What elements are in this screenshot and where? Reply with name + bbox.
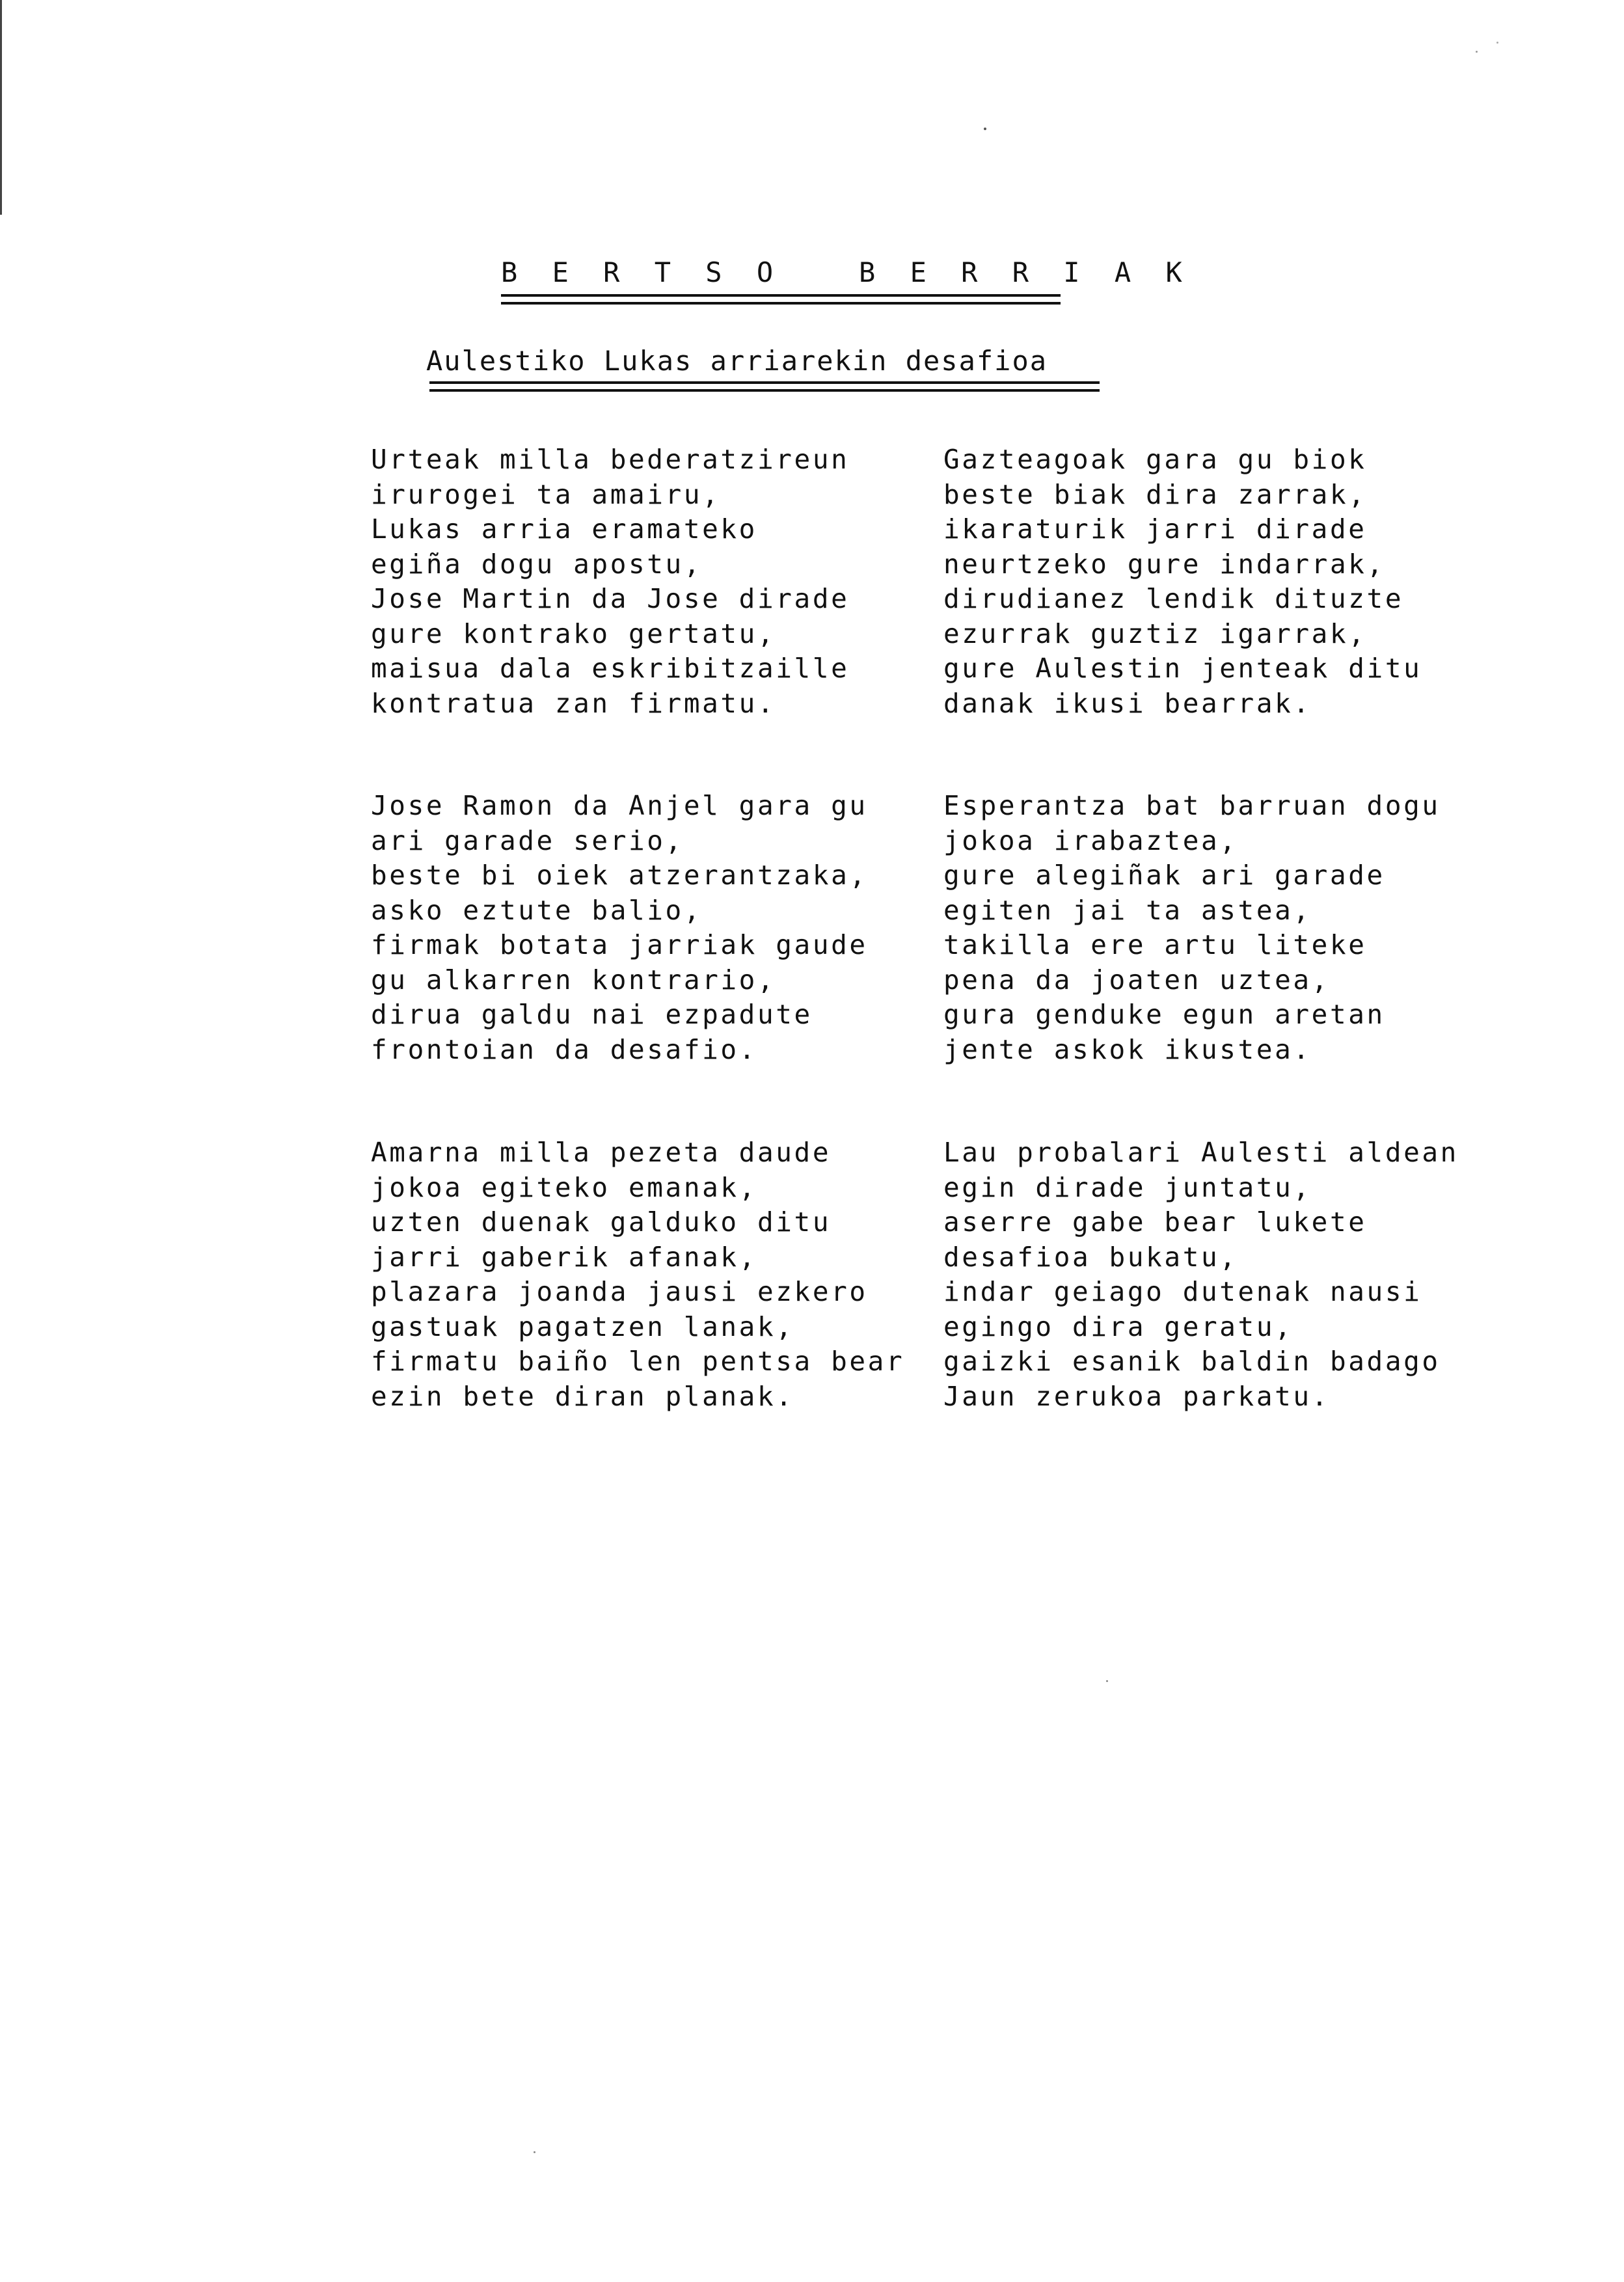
verse-line: pena da joaten uztea, (943, 964, 1330, 996)
verse-line: Lukas arria eramateko (371, 513, 757, 545)
verse-line: Gazteagoak gara gu biok (943, 444, 1367, 475)
scan-speck (1496, 42, 1498, 44)
verse-line: egiten jai ta astea, (943, 894, 1312, 926)
verse-line: jokoa irabaztea, (943, 824, 1238, 856)
scan-edge-line (0, 0, 2, 215)
stanza-4 (943, 789, 1516, 1067)
verse-line: firmak botata jarriak gaude (371, 929, 868, 960)
stanza-6 (943, 1135, 1516, 1414)
scan-speck (1476, 51, 1478, 53)
verse-line: asko eztute balio, (371, 894, 703, 926)
scan-speck (534, 2151, 535, 2153)
verse-line: jarri gaberik afanak, (371, 1241, 757, 1273)
scan-speck (1106, 1680, 1108, 1682)
verse-line: beste bi oiek atzerantzaka, (371, 860, 868, 891)
verse-line: gura genduke egun aretan (943, 999, 1385, 1030)
verse-line: gu alkarren kontrario, (371, 964, 776, 996)
verse-line: indar geiago dutenak nausi (943, 1276, 1422, 1307)
verse-line: egin dirade juntatu, (943, 1171, 1312, 1203)
page-title: B E R T S O B E R R I A K (501, 256, 1191, 288)
verse-line: Esperantza bat barruan dogu (943, 790, 1441, 821)
verse-line: Urteak milla bederatzireun (371, 444, 850, 475)
verse-line: maisua dala eskribitzaille (371, 653, 850, 684)
title-double-rule (501, 294, 1061, 305)
verse-line: jente askok ikustea. (943, 1033, 1312, 1065)
verse-line: ikaraturik jarri dirade (943, 513, 1367, 545)
verse-line: Lau probalari Aulesti aldean (943, 1137, 1459, 1168)
verse-line: ari garade serio, (371, 824, 684, 856)
verse-line: frontoian da desafio. (371, 1033, 757, 1065)
verse-line: Amarna milla pezeta daude (371, 1137, 832, 1168)
verse-line: dirua galdu nai ezpadute (371, 999, 813, 1030)
verse-line: gastuak pagatzen lanak, (371, 1311, 794, 1342)
verse-line: plazara joanda jausi ezkero (371, 1276, 868, 1307)
verse-line: ezin bete diran planak. (371, 1380, 794, 1412)
page-subtitle: Aulestiko Lukas arriarekin desafioa (426, 345, 1048, 377)
verse-line: Jose Ramon da Anjel gara gu (371, 790, 868, 821)
verse-line: dirudianez lendik dituzte (943, 583, 1404, 614)
stanza-5 (371, 1135, 943, 1414)
verse-line: takilla ere artu liteke (943, 929, 1367, 960)
scan-speck (984, 128, 986, 130)
verse-line: gaizki esanik baldin badago (943, 1346, 1441, 1377)
verse-line: beste biak dira zarrak, (943, 478, 1367, 510)
verse-line: ezurrak guztiz igarrak, (943, 618, 1367, 649)
verse-line: kontratua zan firmatu. (371, 687, 776, 719)
verse-line: Jose Martin da Jose dirade (371, 583, 850, 614)
verse-line: gure Aulestin jenteak ditu (943, 653, 1422, 684)
verse-line: desafioa bukatu, (943, 1241, 1238, 1273)
verse-line: gure alegiñak ari garade (943, 860, 1385, 891)
verse-line: danak ikusi bearrak. (943, 687, 1312, 719)
verse-line: firmatu baiño len pentsa bear (371, 1346, 905, 1377)
stanza-1 (371, 442, 943, 721)
stanza-2 (943, 442, 1516, 721)
verse-line: uzten duenak galduko ditu (371, 1206, 832, 1238)
verse-line: Jaun zerukoa parkatu. (943, 1380, 1330, 1412)
verse-line: aserre gabe bear lukete (943, 1206, 1367, 1238)
subtitle-double-rule (429, 381, 1100, 392)
verse-line: gure kontrako gertatu, (371, 618, 776, 649)
stanza-3 (371, 789, 943, 1067)
verse-line: neurtzeko gure indarrak, (943, 548, 1385, 580)
verse-line: irurogei ta amairu, (371, 478, 721, 510)
verse-line: egiña dogu apostu, (371, 548, 703, 580)
verse-line: egingo dira geratu, (943, 1311, 1293, 1342)
verse-line: jokoa egiteko emanak, (371, 1171, 757, 1203)
